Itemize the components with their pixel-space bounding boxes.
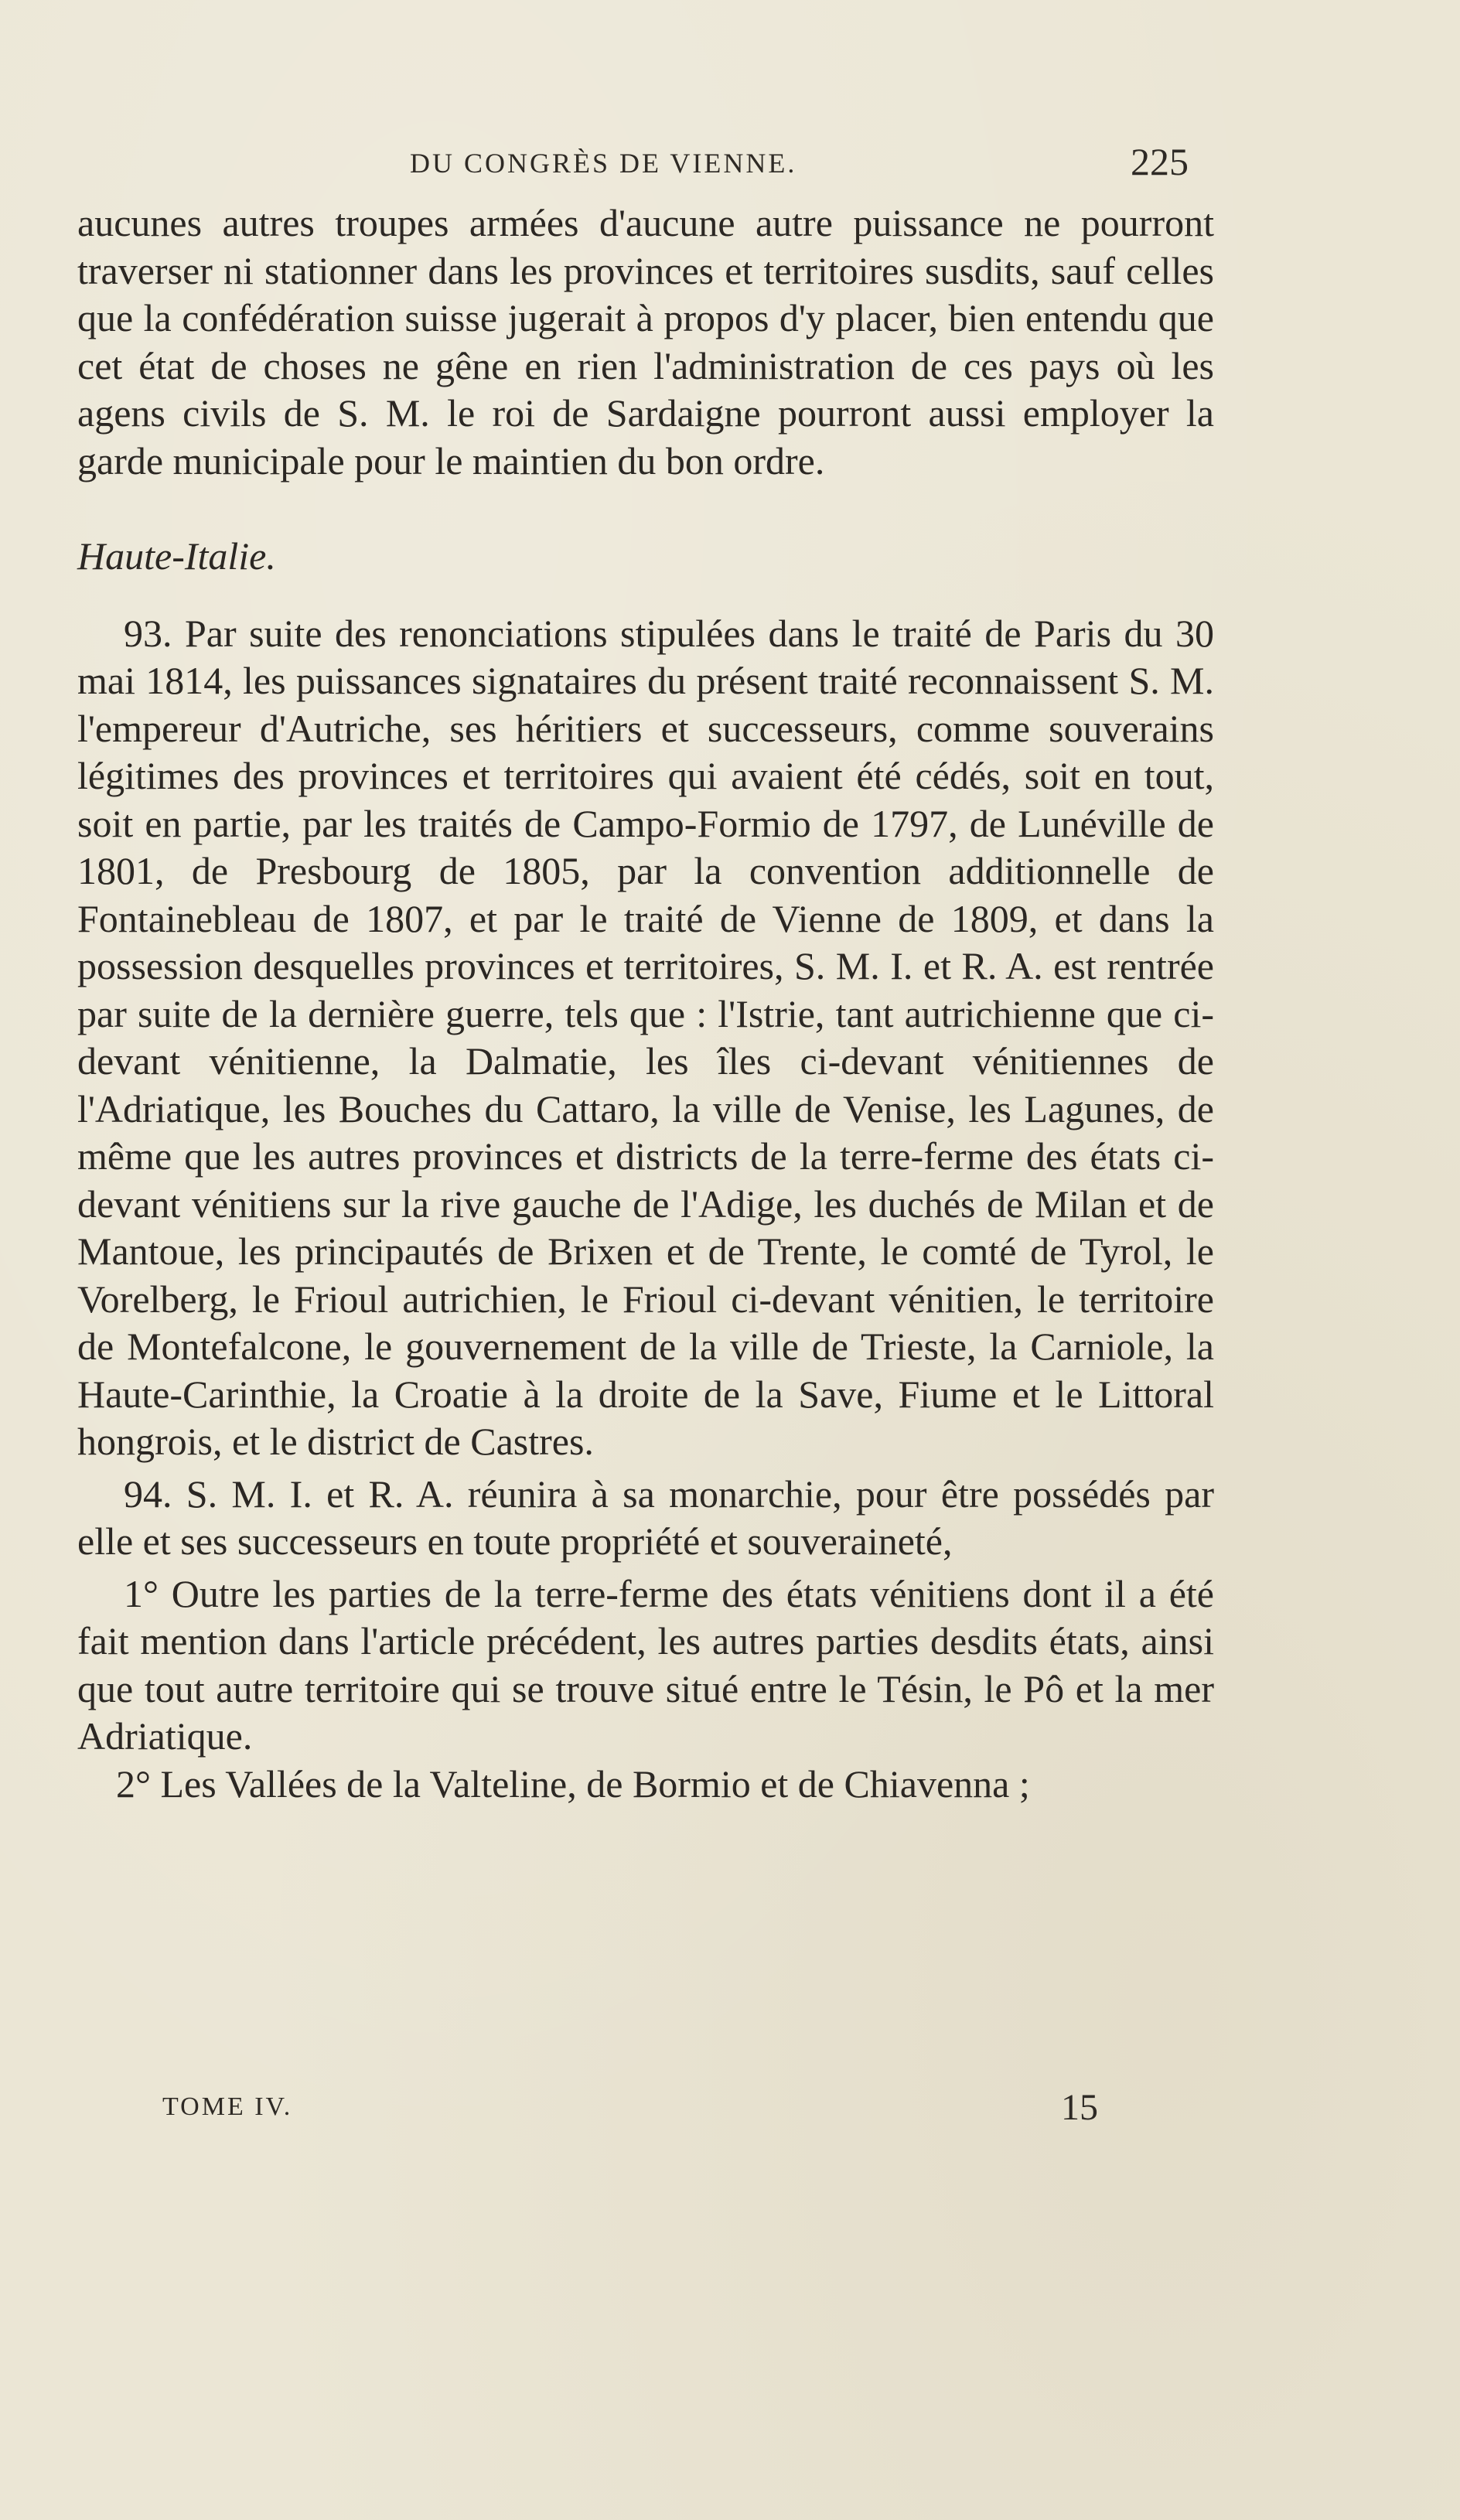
body-text [77,199,1214,1808]
running-title: DU CONGRÈS DE VIENNE. [410,148,797,179]
paragraph-continuation: aucunes autres troupes armées d'aucune autre puissance ne pourront traverser ni stationner dans les provinces et territoires susdits, sauf celles que la confédération suisse jugerait à propos d'y placer, bien entendu que cet état de choses ne gêne en rien l'administration de ces pays où les agens civils de S. M. le roi de Sardaigne pourront aussi employer la garde municipale pour le maintien du bon ordre. [77,201,1214,483]
article-93: 93. Par suite des renonciations stipulées dans le traité de Paris du 30 mai 1814, les puissances signataires du présent traité reconnaissent S. M. l'empereur d'Autriche, ses héritiers et successeurs, comme souverains légitimes des provinces et territoires qui avaient été cédés, soit en tout, soit en partie, par les traités de Campo-Formio de 1797, de Lunéville de 1801, de Presbourg de 1805, par la convention additionnelle de Fontainebleau de 1807, et par le traité de Vienne de 1809, et dans la possession desquelles provinces et territoires, S. M. I. et R. A. est rentrée par suite de la dernière guerre, tels que : l'Istrie, tant autrichienne que ci-devant vénitienne, la Dalmatie, les îles ci-devant vénitiennes de l'Adriatique, les Bouches du Cattaro, la ville de Venise, les Lagunes, de même que les autres provinces et districts de la terre-ferme des états ci-devant vénitiens sur la rive gauche de l'Adige, les duchés de Milan et de Mantoue, les principautés de Brixen et de Trente, le comté de Tyrol, le Vorelberg, le Frioul autrichien, le Frioul ci-devant vénitien, le territoire de Montefalcone, le gouvernement de la ville de Trieste, la Carniole, la Haute-Carinthie, la Croatie à la droite de la Save, Fiume et le Littoral hongrois, et le district de Castres. [77,611,1214,1463]
article-94-item-1: 1° Outre les parties de la terre-ferme des états vénitiens dont il a été fait mention dans l'article précédent, les autres parties desdits états, ainsi que tout autre territoire qui se trouve situé entre le Tésin, le Pô et la mer Adriatique. [77,1571,1214,1758]
signature-mark: 15 [1061,2087,1098,2128]
section-heading: Haute-Italie. [77,534,276,578]
article-94: 94. S. M. I. et R. A. réunira à sa monarchie, pour être possédés par elle et ses successeurs en toute propriété et souveraineté, [77,1471,1214,1563]
page-number: 225 [1131,140,1189,183]
article-94-item-2: 2° Les Vallées de la Valteline, de Bormio et de Chiavenna ; [116,1761,1030,1806]
volume-label: TOME IV. [162,2092,293,2121]
